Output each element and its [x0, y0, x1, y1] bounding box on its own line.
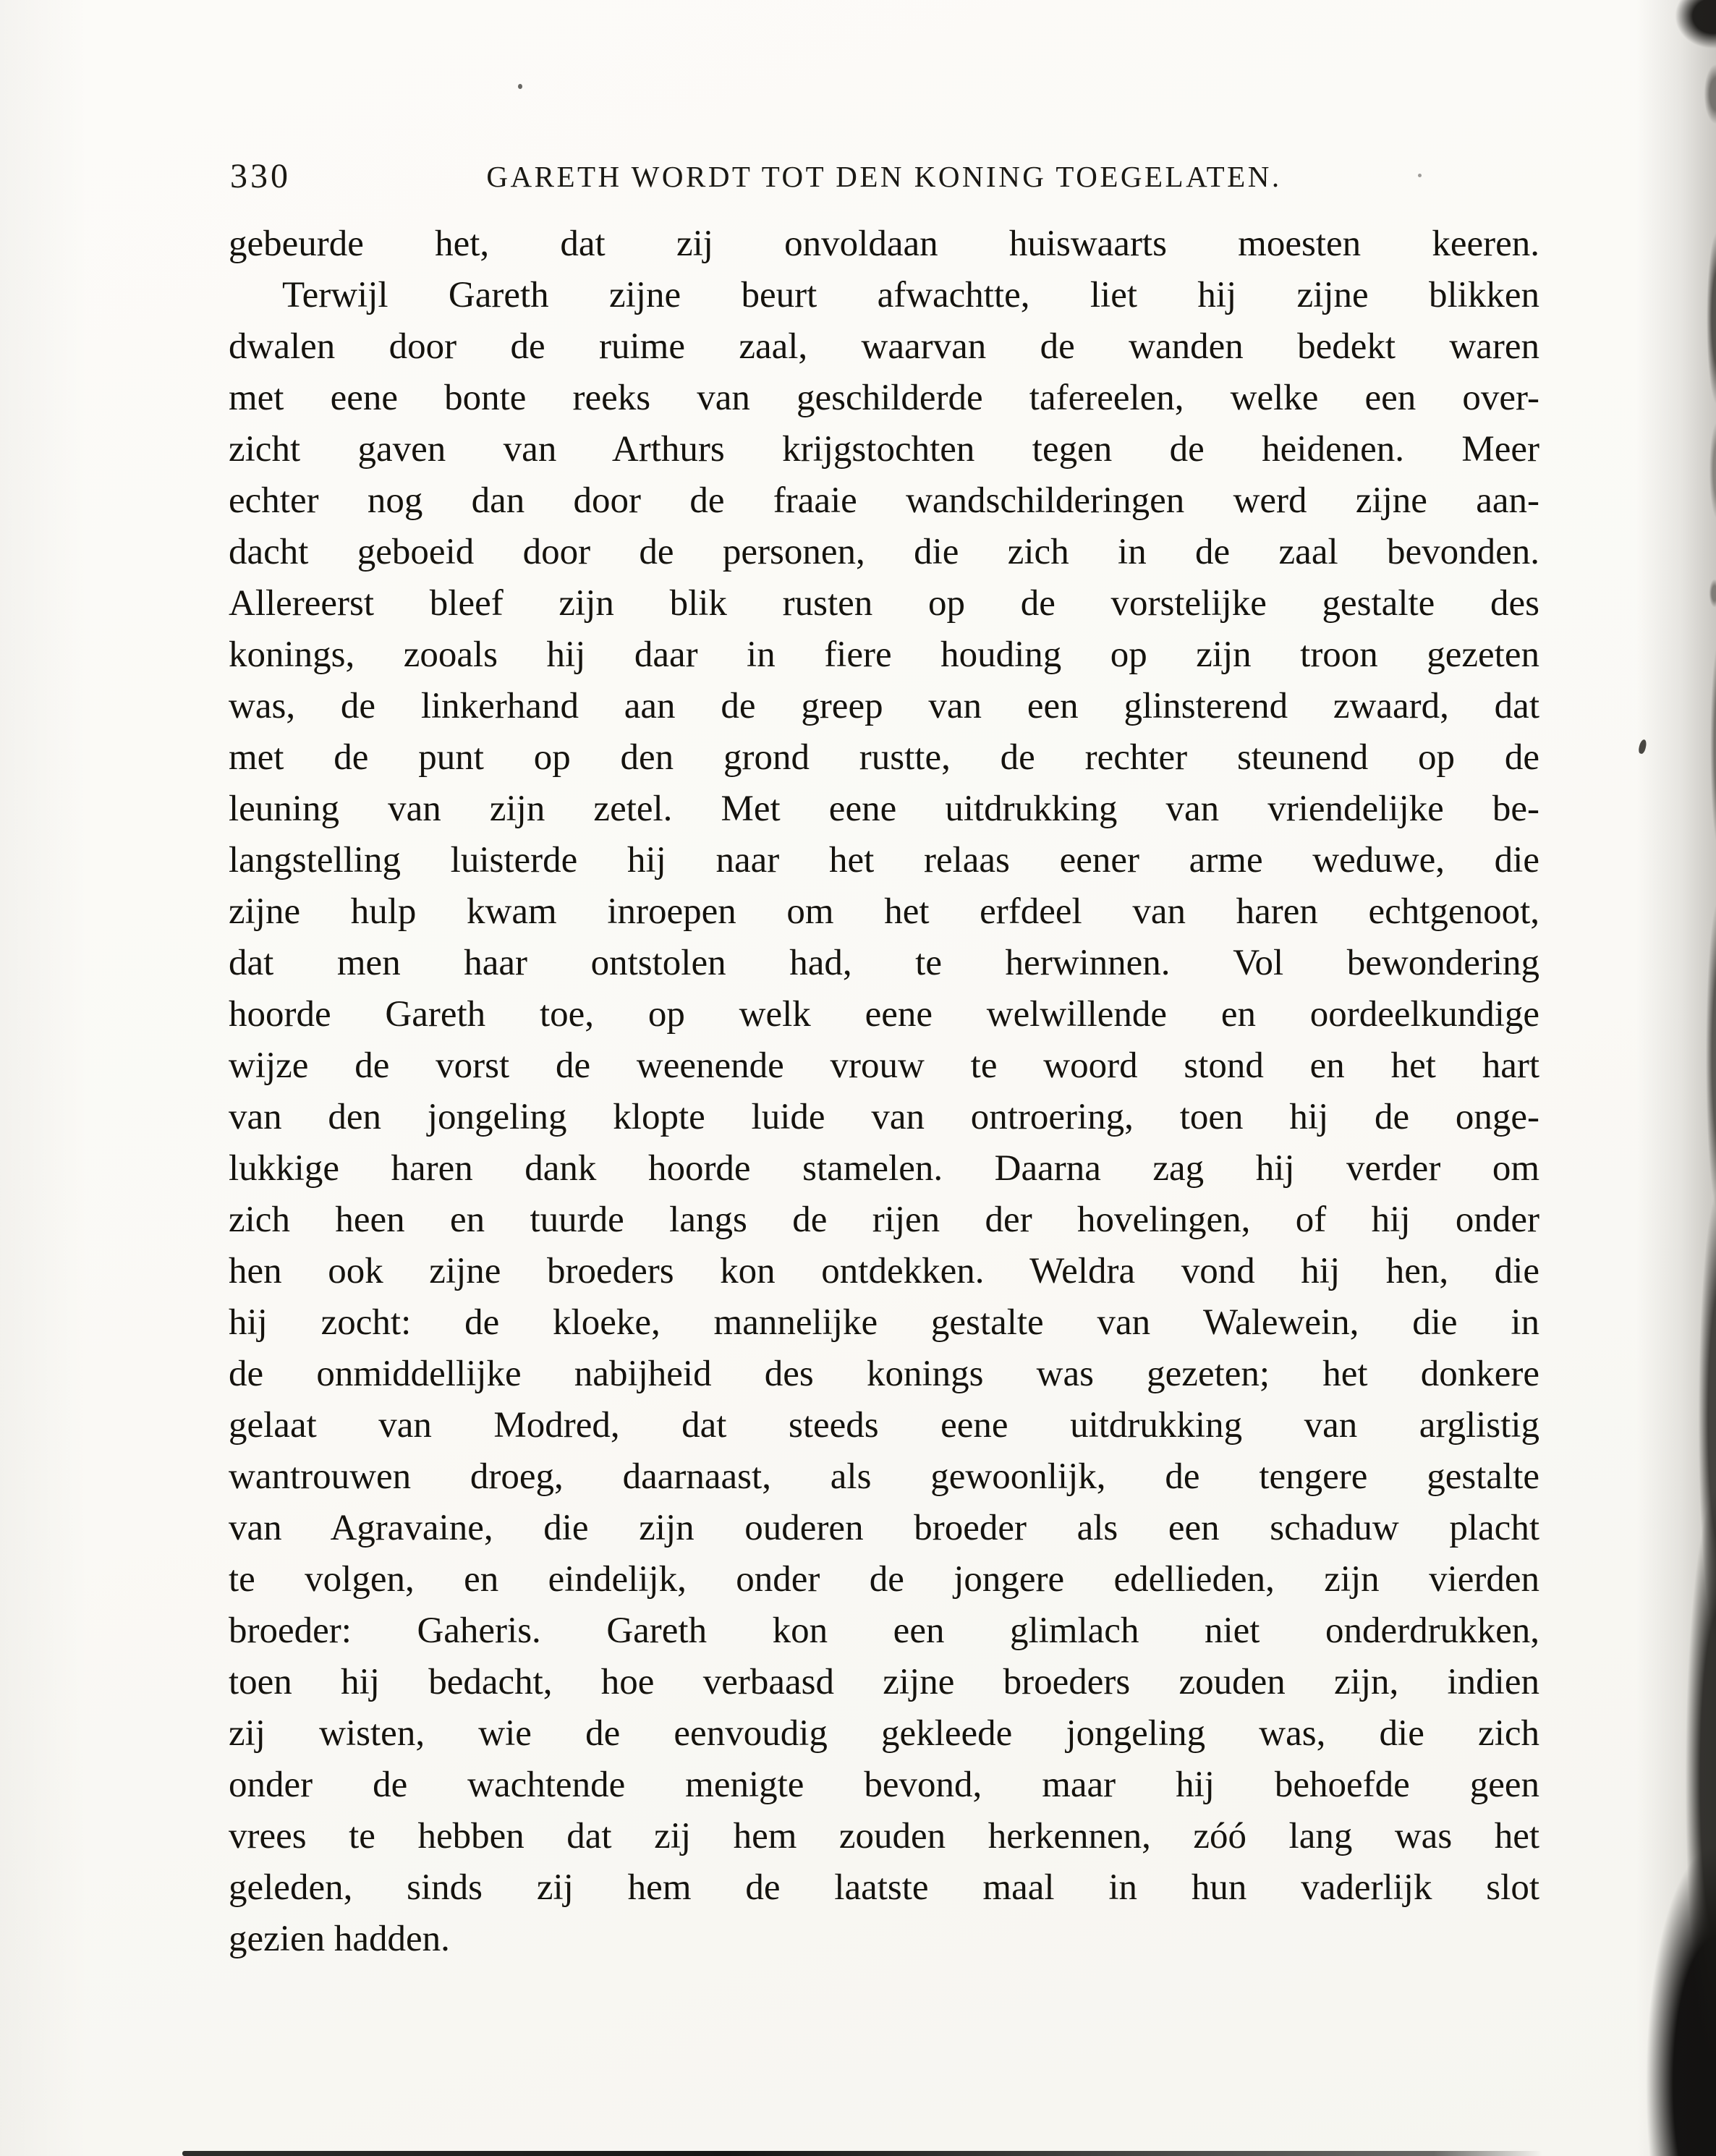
page-number: 330: [230, 157, 291, 195]
running-head: GARETH WORDT TOT DEN KONING TOEGELATEN.: [486, 160, 1282, 193]
text-line: lukkige haren dank hoorde stamelen. Daarna zag hij verder om: [229, 1148, 1539, 1189]
text-block: [229, 153, 1539, 1965]
text-line: zijne hulp kwam inroepen om het erfdeel van haren echtgenoot,: [229, 891, 1539, 932]
text-line: Allereerst bleef zijn blik rusten op de vorstelijke gestalte des: [229, 583, 1539, 624]
text-line: echter nog dan door de fraaie wandschilderingen werd zijne aan-: [229, 480, 1539, 521]
text-line: te volgen, en eindelijk, onder de jongere edellieden, zijn vierden: [229, 1559, 1539, 1600]
text-line: gebeurde het, dat zij onvoldaan huiswaarts moesten keeren.: [229, 224, 1539, 264]
text-line: dwalen door de ruime zaal, waarvan de wanden bedekt waren: [229, 326, 1539, 367]
text-line: konings, zooals hij daar in fiere houding op zijn troon gezeten: [229, 635, 1539, 675]
text-line: zich heen en tuurde langs de rijen der hovelingen, of hij onder: [229, 1200, 1539, 1240]
text-line: van Agravaine, die zijn ouderen broeder als een schaduw placht: [229, 1508, 1539, 1548]
text-line: zij wisten, wie de eenvoudig gekleede jongeling was, die zich: [229, 1713, 1539, 1754]
text-line: was, de linkerhand aan de greep van een glinsterend zwaard, dat: [229, 686, 1539, 726]
text-line: zicht gaven van Arthurs krijgstochten tegen de heidenen. Meer: [229, 429, 1539, 470]
text-line: wijze de vorst de weenende vrouw te woord stond en het hart: [229, 1045, 1539, 1086]
text-line: dacht geboeid door de personen, die zich in de zaal bevonden.: [229, 532, 1539, 572]
text-line: langstelling luisterde hij naar het relaas eener arme weduwe, die: [229, 840, 1539, 880]
scan-speck: [518, 84, 522, 89]
page-header: [229, 153, 1539, 198]
text-line: toen hij bedacht, hoe verbaasd zijne broeders zouden zijn, indien: [229, 1662, 1539, 1702]
scan-speck: [1638, 739, 1648, 755]
scan-artifact-bottom-line: [182, 2151, 1542, 2156]
text-line: vrees te hebben dat zij hem zouden herkennen, zóó lang was het: [229, 1816, 1539, 1856]
scan-artifact-right-edge: [1607, 0, 1716, 2156]
text-line: hen ook zijne broeders kon ontdekken. Weldra vond hij hen, die: [229, 1251, 1539, 1291]
text-line: gelaat van Modred, dat steeds eene uitdrukking van arglistig: [229, 1405, 1539, 1446]
text-line: hoorde Gareth toe, op welk eene welwillende en oordeelkundige: [229, 994, 1539, 1035]
text-line: onder de wachtende menigte bevond, maar hij behoefde geen: [229, 1765, 1539, 1805]
text-line: dat men haar ontstolen had, te herwinnen. Vol bewondering: [229, 943, 1539, 983]
body-text: [229, 218, 1539, 1965]
text-line: Terwijl Gareth zijne beurt afwachtte, liet hij zijne blikken: [282, 275, 1539, 315]
text-line: met eene bonte reeks van geschilderde tafereelen, welke een over-: [229, 378, 1539, 418]
text-line: wantrouwen droeg, daarnaast, als gewoonlijk, de tengere gestalte: [229, 1456, 1539, 1497]
text-line: gezien hadden.: [229, 1919, 450, 1959]
text-line: de onmiddellijke nabijheid des konings was gezeten; het donkere: [229, 1354, 1539, 1394]
text-line: geleden, sinds zij hem de laatste maal in hun vaderlijk slot: [229, 1867, 1539, 1908]
text-line: van den jongeling klopte luide van ontroering, toen hij de onge-: [229, 1097, 1539, 1137]
text-line: leuning van zijn zetel. Met eene uitdrukking van vriendelijke be-: [229, 789, 1539, 829]
text-line: broeder: Gaheris. Gareth kon een glimlach niet onderdrukken,: [229, 1610, 1539, 1651]
text-line: met de punt op den grond rustte, de rechter steunend op de: [229, 737, 1539, 778]
text-line: hij zocht: de kloeke, mannelijke gestalte van Walewein, die in: [229, 1302, 1539, 1343]
